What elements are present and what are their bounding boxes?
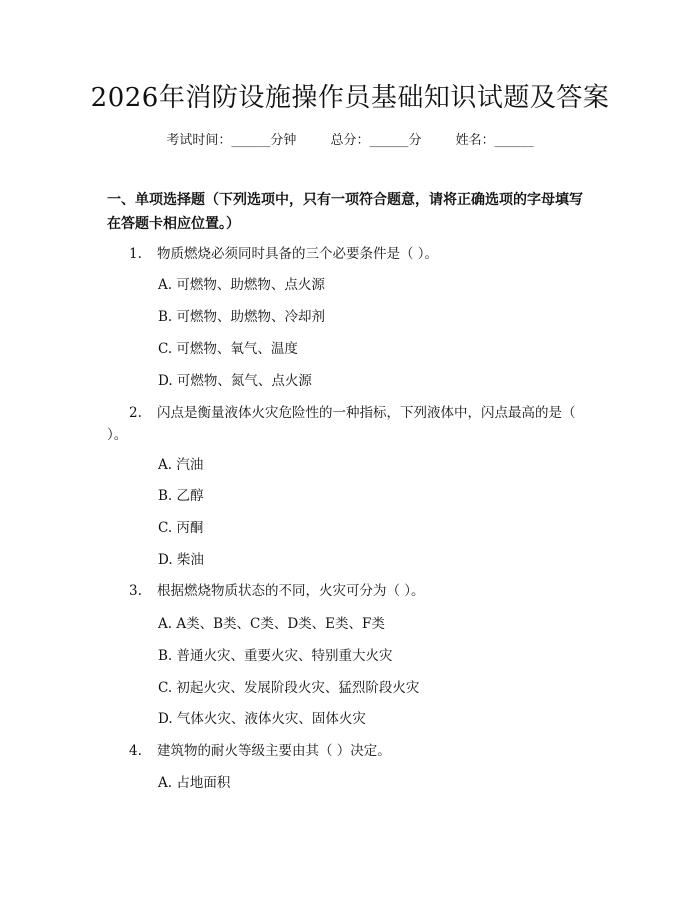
question-1-option-b: B. 可燃物、助燃物、冷却剂 — [158, 309, 326, 325]
exam-meta-line — [0, 131, 700, 151]
question-3-option-d: D. 气体火灾、液体火灾、固体火灾 — [158, 711, 366, 727]
question-text: 物质燃烧必须同时具备的三个必要条件是（ ）。 — [157, 246, 439, 262]
total-score-field: 总分：______分 — [330, 133, 422, 148]
question-2 — [107, 402, 587, 446]
question-number: 4. — [129, 743, 142, 759]
section-heading: 一、单项选择题（下列选项中，只有一项符合题意，请将正确选项的字母填写在答题卡相应位置。） — [107, 192, 583, 232]
question-1-option-a: A. 可燃物、助燃物、点火源 — [158, 277, 325, 293]
question-1-option-d: D. 可燃物、氮气、点火源 — [158, 373, 312, 389]
question-1 — [129, 244, 438, 264]
question-4 — [129, 741, 391, 761]
question-number: 1. — [129, 246, 142, 262]
question-2-option-a: A. 汽油 — [158, 457, 204, 473]
question-text: 闪点是衡量液体火灾危险性的一种指标，下列液体中，闪点最高的是（ ）。 — [107, 405, 576, 443]
question-3-option-a: A. A类、B类、C类、D类、E类、F类 — [158, 616, 385, 632]
question-3-option-b: B. 普通火灾、重要火灾、特别重大火灾 — [158, 648, 393, 664]
name-field: 姓名：______ — [455, 133, 534, 148]
question-2-option-b: B. 乙醇 — [158, 488, 204, 504]
question-1-option-c: C. 可燃物、氧气、温度 — [158, 341, 298, 357]
question-2-option-c: C. 丙酮 — [158, 520, 204, 536]
question-3 — [129, 581, 425, 601]
question-2-option-d: D. 柴油 — [158, 552, 204, 568]
question-4-option-a: A. 占地面积 — [158, 775, 231, 791]
exam-time-field: 考试时间：______分钟 — [166, 133, 297, 148]
question-number: 2. — [129, 405, 142, 421]
question-text: 根据燃烧物质状态的不同，火灾可分为（ ）。 — [157, 583, 425, 599]
document-title: 2026年消防设施操作员基础知识试题及答案 — [90, 83, 610, 113]
question-text: 建筑物的耐火等级主要由其（ ）决定。 — [157, 743, 391, 759]
question-3-option-c: C. 初起火灾、发展阶段火灾、猛烈阶段火灾 — [158, 680, 420, 696]
question-number: 3. — [129, 583, 142, 599]
